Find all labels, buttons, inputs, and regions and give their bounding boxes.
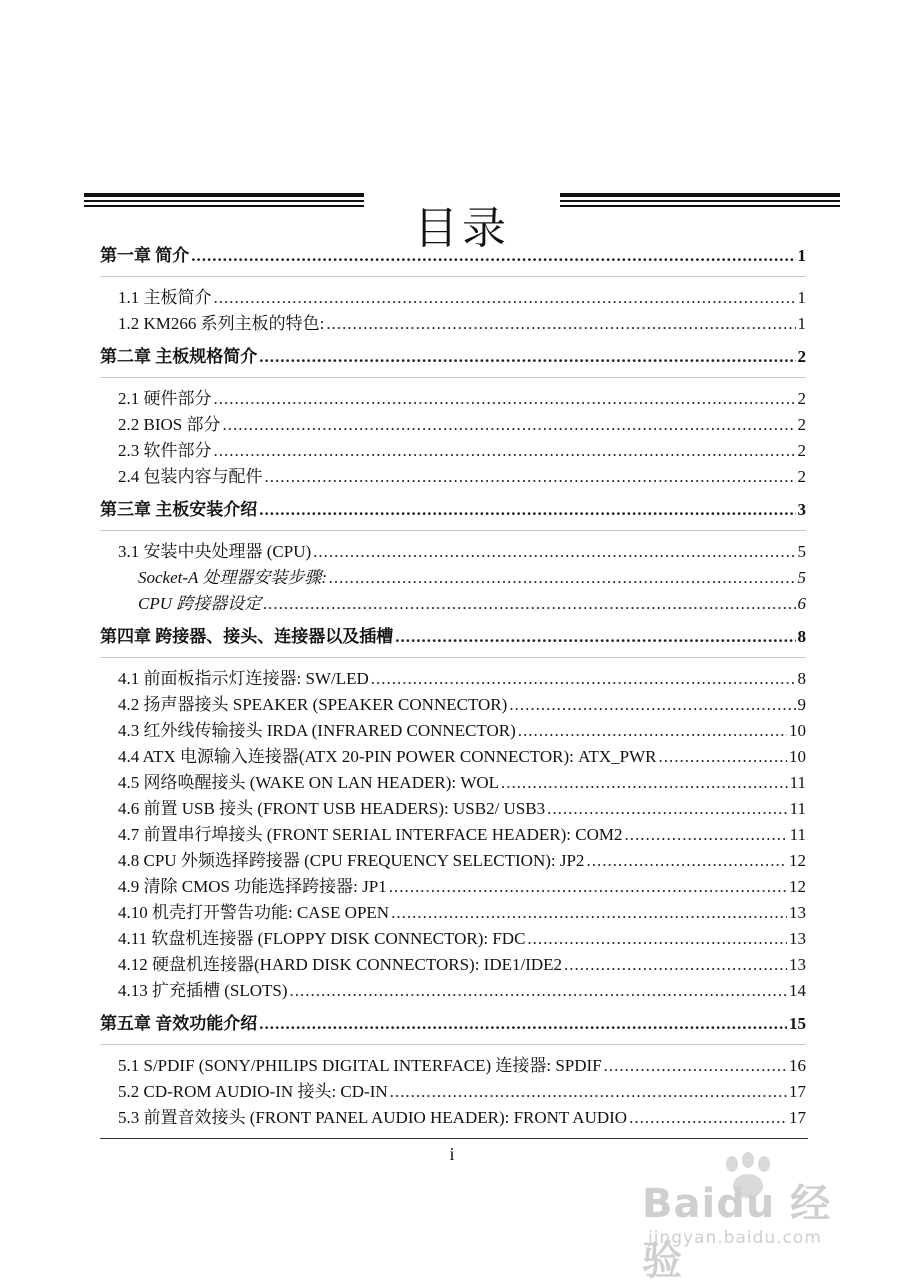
toc-page: 6 — [797, 594, 806, 613]
toc-section-4-3[interactable] — [100, 718, 806, 744]
toc-section-2-4[interactable] — [100, 464, 806, 490]
toc-label: 5.3 前置音效接头 (FRONT PANEL AUDIO HEADER): FRONT AUDIO — [118, 1108, 628, 1127]
toc-page: 2 — [797, 467, 806, 486]
toc-page: 11 — [789, 773, 806, 792]
toc-page: 12 — [789, 877, 806, 896]
toc-label: 4.3 红外线传输接头 IRDA (INFRARED CONNECTOR) — [118, 721, 516, 740]
toc-page: 17 — [789, 1108, 806, 1127]
toc-label: 4.2 扬声器接头 SPEAKER (SPEAKER CONNECTOR) — [118, 695, 508, 714]
toc-label: CPU 跨接器设定 — [138, 594, 262, 613]
toc-page: 17 — [789, 1082, 806, 1101]
toc-label: 第三章 主板安装介绍 — [100, 500, 258, 519]
toc-label: 4.10 机壳打开警告功能: CASE OPEN — [118, 903, 390, 922]
toc-page: 11 — [789, 825, 806, 844]
toc-label: 3.1 安装中央处理器 (CPU) — [118, 542, 312, 561]
toc-page: 11 — [789, 799, 806, 818]
toc-section-4-11[interactable] — [100, 926, 806, 952]
toc-label: 第二章 主板规格简介 — [100, 347, 258, 366]
toc-label: 4.5 网络唤醒接头 (WAKE ON LAN HEADER): WOL — [118, 773, 500, 792]
toc-label: 5.2 CD-ROM AUDIO-IN 接头: CD-IN — [118, 1082, 388, 1101]
toc-page: 16 — [789, 1056, 806, 1075]
toc-label: 2.3 软件部分 — [118, 441, 212, 460]
toc-label: 2.1 硬件部分 — [118, 389, 212, 408]
toc-section-4-1[interactable] — [100, 666, 806, 692]
toc-page: 13 — [789, 929, 806, 948]
toc-page: 10 — [789, 747, 806, 766]
toc-section-4-10[interactable] — [100, 900, 806, 926]
toc-section-5-2[interactable] — [100, 1079, 806, 1105]
watermark-url: jingyan.baidu.com — [648, 1228, 822, 1248]
toc-section-4-2[interactable] — [100, 692, 806, 718]
toc-page: 5 — [797, 568, 806, 587]
toc-page: 1 — [797, 288, 806, 307]
toc-label: 4.1 前面板指示灯连接器: SW/LED — [118, 669, 369, 688]
toc-label: 第四章 跨接器、接头、连接器以及插槽 — [100, 627, 394, 646]
toc-page: 9 — [797, 695, 806, 714]
toc-label: 第一章 简介 — [100, 246, 190, 265]
toc-page: 1 — [797, 314, 806, 333]
toc-label: 4.6 前置 USB 接头 (FRONT USB HEADERS): USB2/ USB3 — [118, 799, 546, 818]
toc-label: Socket-A 处理器安装步骤: — [138, 568, 328, 587]
toc-label: 4.7 前置串行埠接头 (FRONT SERIAL INTERFACE HEADER): COM2 — [118, 825, 623, 844]
toc-subsection-3-1-a[interactable] — [100, 565, 806, 591]
toc-section-2-1[interactable] — [100, 386, 806, 412]
toc-page: 13 — [789, 903, 806, 922]
title-rule-right — [560, 193, 840, 207]
toc-section-4-8[interactable] — [100, 848, 806, 874]
title-block — [84, 172, 840, 255]
toc-label: 1.1 主板简介 — [118, 288, 212, 307]
toc-page: 15 — [789, 1014, 806, 1033]
toc-label: 2.2 BIOS 部分 — [118, 415, 221, 434]
toc-label: 2.4 包装内容与配件 — [118, 467, 263, 486]
toc-label: 4.13 扩充插槽 (SLOTS) — [118, 981, 288, 1000]
toc-page: 8 — [797, 669, 806, 688]
toc-page: 3 — [797, 500, 806, 519]
toc-page: 1 — [797, 246, 806, 265]
toc-page: 10 — [789, 721, 806, 740]
toc-section-5-3[interactable] — [100, 1105, 806, 1131]
toc-section-4-13[interactable] — [100, 978, 806, 1004]
toc-label: 4.8 CPU 外频选择跨接器 (CPU FREQUENCY SELECTION): JP2 — [118, 851, 585, 870]
toc-chapter-5[interactable] — [100, 1004, 806, 1045]
toc-section-4-12[interactable] — [100, 952, 806, 978]
toc-section-1-2[interactable] — [100, 311, 806, 337]
table-of-contents — [100, 236, 806, 1131]
toc-chapter-3[interactable] — [100, 490, 806, 531]
toc-section-5-1[interactable] — [100, 1053, 806, 1079]
toc-label: 1.2 KM266 系列主板的特色: — [118, 314, 325, 333]
baidu-watermark — [640, 1150, 870, 1284]
toc-page: 2 — [797, 347, 806, 366]
toc-label: 4.4 ATX 电源输入连接器(ATX 20-PIN POWER CONNECTOR): ATX_PWR — [118, 747, 657, 766]
toc-label: 4.11 软盘机连接器 (FLOPPY DISK CONNECTOR): FDC — [118, 929, 526, 948]
toc-label: 4.9 清除 CMOS 功能选择跨接器: JP1 — [118, 877, 387, 896]
toc-section-4-6[interactable] — [100, 796, 806, 822]
toc-section-2-3[interactable] — [100, 438, 806, 464]
toc-page: 2 — [797, 389, 806, 408]
toc-page: 14 — [789, 981, 806, 1000]
toc-label: 5.1 S/PDIF (SONY/PHILIPS DIGITAL INTERFACE) 连接器: SPDIF — [118, 1056, 602, 1075]
toc-section-2-2[interactable] — [100, 412, 806, 438]
toc-subsection-3-1-b[interactable] — [100, 591, 806, 617]
toc-page: 5 — [797, 542, 806, 561]
toc-section-4-9[interactable] — [100, 874, 806, 900]
watermark-brand: Baidu 经验 — [642, 1181, 832, 1284]
toc-section-1-1[interactable] — [100, 285, 806, 311]
footer-page-number: i — [449, 1144, 455, 1164]
toc-page: 12 — [789, 851, 806, 870]
toc-label: 4.12 硬盘机连接器(HARD DISK CONNECTORS): IDE1/IDE2 — [118, 955, 563, 974]
page-title: 目录 — [414, 203, 510, 255]
toc-page: 8 — [797, 627, 806, 646]
footer-rule — [100, 1138, 808, 1139]
toc-page: 13 — [789, 955, 806, 974]
toc-section-4-7[interactable] — [100, 822, 806, 848]
toc-section-4-5[interactable] — [100, 770, 806, 796]
toc-chapter-2[interactable] — [100, 337, 806, 378]
toc-chapter-1[interactable] — [100, 236, 806, 277]
toc-page: 2 — [797, 415, 806, 434]
toc-page: 2 — [797, 441, 806, 460]
toc-section-3-1[interactable] — [100, 539, 806, 565]
toc-section-4-4[interactable] — [100, 744, 806, 770]
toc-chapter-4[interactable] — [100, 617, 806, 658]
toc-label: 第五章 音效功能介绍 — [100, 1014, 258, 1033]
